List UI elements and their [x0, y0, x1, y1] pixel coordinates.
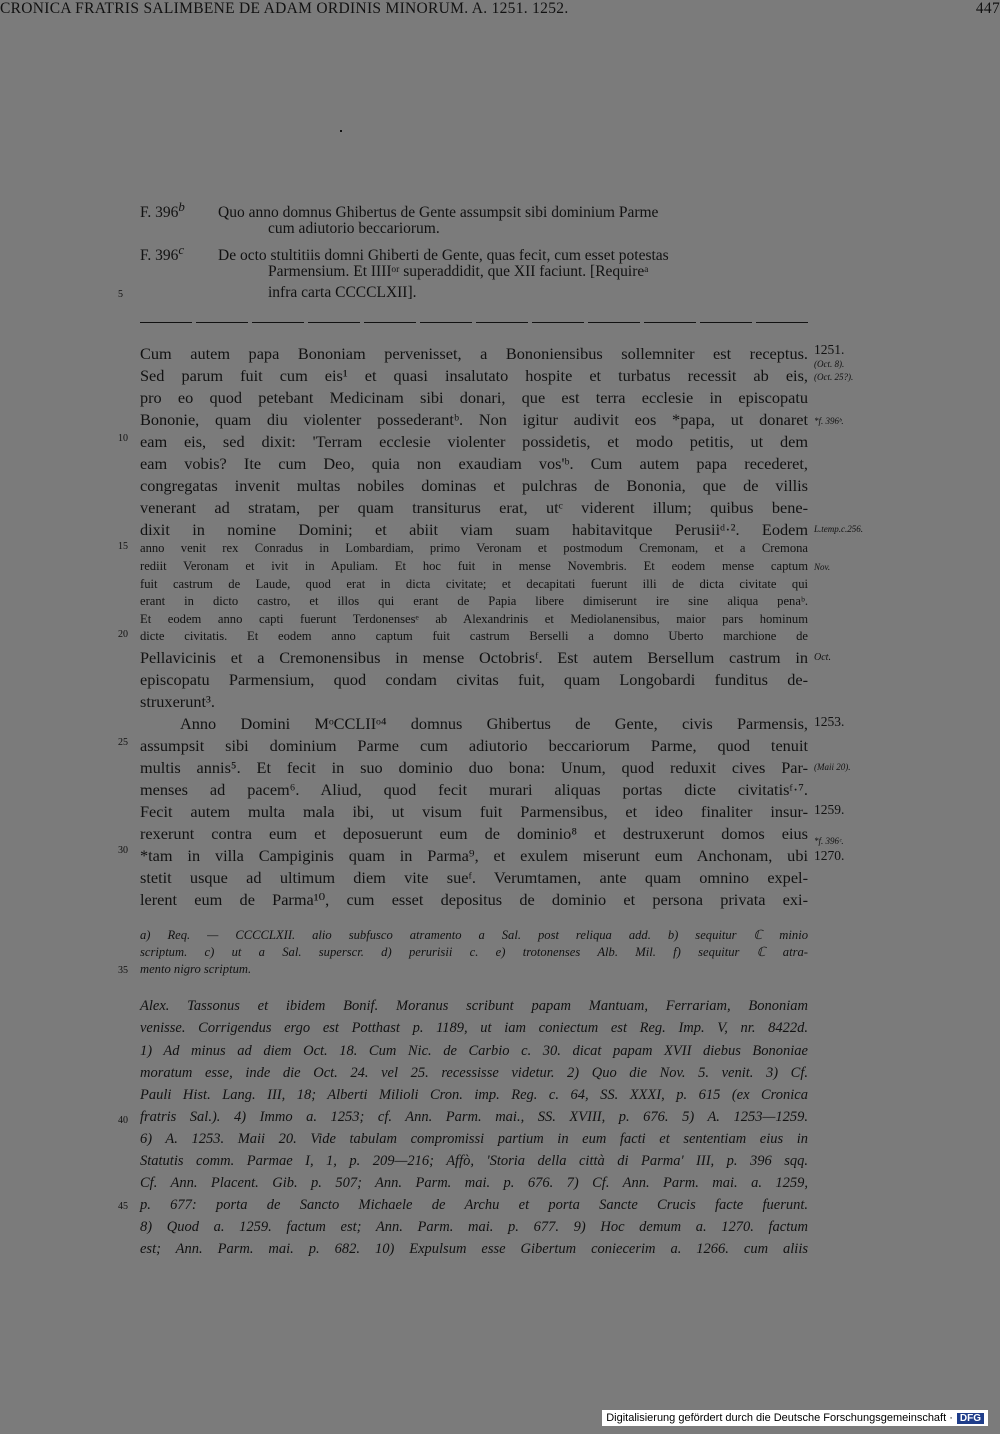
- insert-line: Et eodem anno capti fuerunt Terdonensesᵉ ab Alexandrinis et Mediolanensibus, maior pars hominum: [140, 612, 808, 626]
- toc-row: [268, 263, 649, 281]
- note-line: Pauli Hist. Lang. III, 18; Alberti Milioli Cron. imp. Reg. c. 64, SS. XXXI, p. 615 (ex Cronica: [140, 1087, 808, 1103]
- toc-row: [268, 284, 417, 302]
- text-line: struxerunt³.: [140, 692, 215, 711]
- note-line: fratris Sal.). 4) Immo a. 1253; cf. Ann. Parm. mai., SS. XVIII, p. 676. 5) A. 1253—1259.: [140, 1109, 808, 1125]
- toc-ref: F. 396$^b$: [140, 199, 185, 222]
- line-number: 15: [118, 541, 128, 552]
- sidenote: 1259.: [814, 802, 845, 817]
- header-title: CRONICA FRATRIS SALIMBENE DE ADAM ORDINIS MINORUM. A. 1251. 1252.: [0, 0, 569, 17]
- note-line: Statutis comm. Parmae I, 1, p. 209—216; Affò, 'Storia della città di Parma' III, p. 396 sqq.: [140, 1153, 808, 1169]
- note-line: 6) A. 1253. Maii 20. Vide tabulam compromissi partium in eum facti et sententiam eius in: [140, 1131, 808, 1147]
- text-line: pro eo quod petebant Medicinam sibi donari, que est terra ecclesie in episcopatu: [140, 388, 808, 407]
- toc-ref: F. 396$^c$: [140, 242, 185, 265]
- credit-text: Digitalisierung gefördert durch die Deutsche Forschungsgemeinschaft ·: [606, 1412, 953, 1424]
- note-line: venisse. Corrigendus ergo est Potthast p. 1189, ut iam coniectum est Reg. Imp. V, nr. 8422d.: [140, 1020, 808, 1036]
- line-number: 20: [118, 629, 128, 640]
- text-line: episcopatu Parmensium, quod condam civitas fuit, quam Longobardi funditus de-: [140, 670, 808, 689]
- sidenote: Nov.: [814, 562, 831, 572]
- toc-text: cum adiutorio beccariorum.: [268, 220, 440, 237]
- sidenote: (Oct. 25?).: [814, 372, 854, 382]
- toc-text: infra carta CCCCLXII].: [268, 284, 417, 301]
- text-line: rexerunt contra eum et deposuerunt eum de dominio⁸ et destruxerunt domos eius: [140, 824, 808, 843]
- toc-row: [268, 220, 440, 238]
- text-line: assumpsit sibi dominium Parme cum adiutorio beccariorum Parme, quod tenuit: [140, 736, 808, 755]
- text-line: eam eis, sed dixit: 'Terram ecclesie violenter possidetis, et modo petitis, ut dem: [140, 432, 808, 451]
- text-line: menses ad pacem⁶. Aliud, quod fecit murari aliquas portas dicte civitatisᶠ·⁷.: [140, 780, 808, 799]
- page-number: 447: [975, 0, 1000, 17]
- note-line: 8) Quod a. 1259. factum est; Ann. Parm. mai. p. 677. 9) Hoc demum a. 1270. factum: [140, 1219, 808, 1235]
- toc-text: Quo anno domnus Ghibertus de Gente assumpsit sibi dominium Parme: [218, 204, 659, 222]
- text-line: Fecit autem multa mala ibi, ut visum fuit Parmensibus, et ideo finaliter insur-: [140, 802, 808, 821]
- sidenote: *f. 396ᵇ.: [814, 416, 844, 426]
- text-line: Sed parum fuit cum eis¹ et quasi insalutato hospite et turbatus recessit ab eis,: [140, 366, 808, 385]
- sidenote: Oct.: [814, 652, 831, 663]
- text-line: Cum autem papa Bononiam pervenisset, a Bononiensibus sollemniter est receptus.: [140, 344, 808, 363]
- insert-line: dicte civitatis. Et eodem anno captum fuit castrum Berselli a domno Uberto marchione de: [140, 629, 808, 643]
- text-line: congregatas invenit multas nobiles dominas et pulchras de Bononia, que de villis: [140, 476, 808, 495]
- text-line: dixit in nomine Domini; et abiit viam suam habitavitque Perusiiᵈ·². Eodem: [140, 520, 808, 539]
- sidenote: *f. 396ᶜ.: [814, 836, 844, 846]
- line-number: 30: [118, 845, 128, 856]
- note-line: p. 677: porta de Sancto Michaele de Archu et porta Sancte Crucis facte fuerunt.: [140, 1197, 808, 1213]
- toc-row: [140, 199, 658, 222]
- line-number: 5: [118, 289, 123, 300]
- note-line: Alex. Tassonus et ibidem Bonif. Moranus scribunt papam Mantuam, Ferrariam, Bononiam: [140, 998, 808, 1014]
- text-line: Bononie, quam diu violenter possederantᵇ. Non igitur audivit eos *papa, ut donaret: [140, 410, 808, 429]
- sidenote: L.temp.c.256.: [814, 524, 863, 534]
- toc-text: De octo stultitiis domni Ghiberti de Gente, quas fecit, cum esset potestas: [218, 247, 669, 265]
- dfg-logo: DFG: [957, 1413, 984, 1424]
- sidenote: (Maii 20).: [814, 762, 851, 772]
- note-line: est; Ann. Parm. mai. p. 682. 10) Expulsum esse Gibertum coniecerim a. 1266. cum aliis: [140, 1241, 808, 1257]
- note-line: moratum esse, inde die Oct. 24. vel 25. recessisse videtur. 2) Quo die Nov. 5. venit. 3) Cf.: [140, 1065, 808, 1081]
- text-line: *tam in villa Campiginis quam in Parma⁹, et exulem miserunt eum Anchonam, ubi: [140, 846, 808, 865]
- divider-rule: [140, 322, 808, 323]
- text-line: Anno Domini MᵒCCLIIᵒ⁴ domnus Ghibertus de Gente, civis Parmensis,: [180, 714, 808, 733]
- speck: [340, 130, 342, 132]
- toc-row: [140, 242, 669, 265]
- apparatus-line: scriptum. c) ut a Sal. superscr. d) perurisii c. e) trotonenses Alb. Mil. f) sequitur ℂ atra-: [140, 945, 808, 959]
- text-line: multis annis⁵. Et fecit in suo dominio duo bona: Unum, quod reduxit cives Par-: [140, 758, 808, 777]
- sidenote: 1253.: [814, 714, 845, 729]
- note-line: Cf. Ann. Placent. Gib. p. 507; Ann. Parm. mai. p. 676. 7) Cf. Ann. Parm. mai. a. 1259,: [140, 1175, 808, 1191]
- line-number: 35: [118, 965, 128, 976]
- line-number: 10: [118, 433, 128, 444]
- running-header: [0, 0, 1000, 18]
- line-number: 25: [118, 737, 128, 748]
- sidenote: 1270.: [814, 848, 845, 863]
- sidenote: 1251.: [814, 342, 845, 357]
- apparatus-line: mento nigro scriptum.: [140, 962, 252, 976]
- text-line: lerent eum de Parma¹⁰, cum esset depositus de dominio et persona privata exi-: [140, 890, 808, 909]
- apparatus-line: a) Req. — CCCCLXII. alio subfusco atramento a Sal. post reliqua add. b) sequitur ℂ minio: [140, 928, 808, 942]
- text-line: Pellavicinis et a Cremonensibus in mense Octobrisᶠ. Est autem Bersellum castrum in: [140, 648, 808, 667]
- text-line: venerant ad stratam, per quam transiturus erat, utᶜ viderent illum; quibus bene-: [140, 498, 808, 517]
- insert-line: rediit Veronam et ivit in Apuliam. Et hoc fuit in mense Novembris. Et eodem mense captum: [140, 559, 808, 573]
- insert-line: erant in dicto castro, et illos qui erant de Papia libere dimiserunt ire sine aliqua penaᵇ.: [140, 594, 808, 608]
- line-number: 45: [118, 1201, 128, 1212]
- insert-line: fuit castrum de Laude, quod erat in dicta civitate; et decapitati fuerunt illi de dicta civitate qui: [140, 577, 808, 591]
- line-number: 40: [118, 1115, 128, 1126]
- note-line: 1) Ad minus ad diem Oct. 18. Cum Nic. de Carbio c. 30. dicat papam XVII diebus Bononiae: [140, 1043, 808, 1059]
- sidenote: (Oct. 8).: [814, 359, 845, 369]
- digitization-credit: [602, 1410, 988, 1426]
- text-line: stetit usque ad ultimum diem vite sueᶠ. Verumtamen, ante quam omnino expel-: [140, 868, 808, 887]
- toc-text: Parmensium. Et IIIIᵒʳ superaddidit, que XII faciunt. [Requireᵃ: [268, 263, 649, 280]
- text-line: eam vobis? Ite cum Deo, quia non exaudiam vos'ᵇ. Cum autem papa recederet,: [140, 454, 808, 473]
- insert-line: anno venit rex Conradus in Lombardiam, primo Veronam et postmodum Cremonam, et a Cremona: [140, 541, 808, 555]
